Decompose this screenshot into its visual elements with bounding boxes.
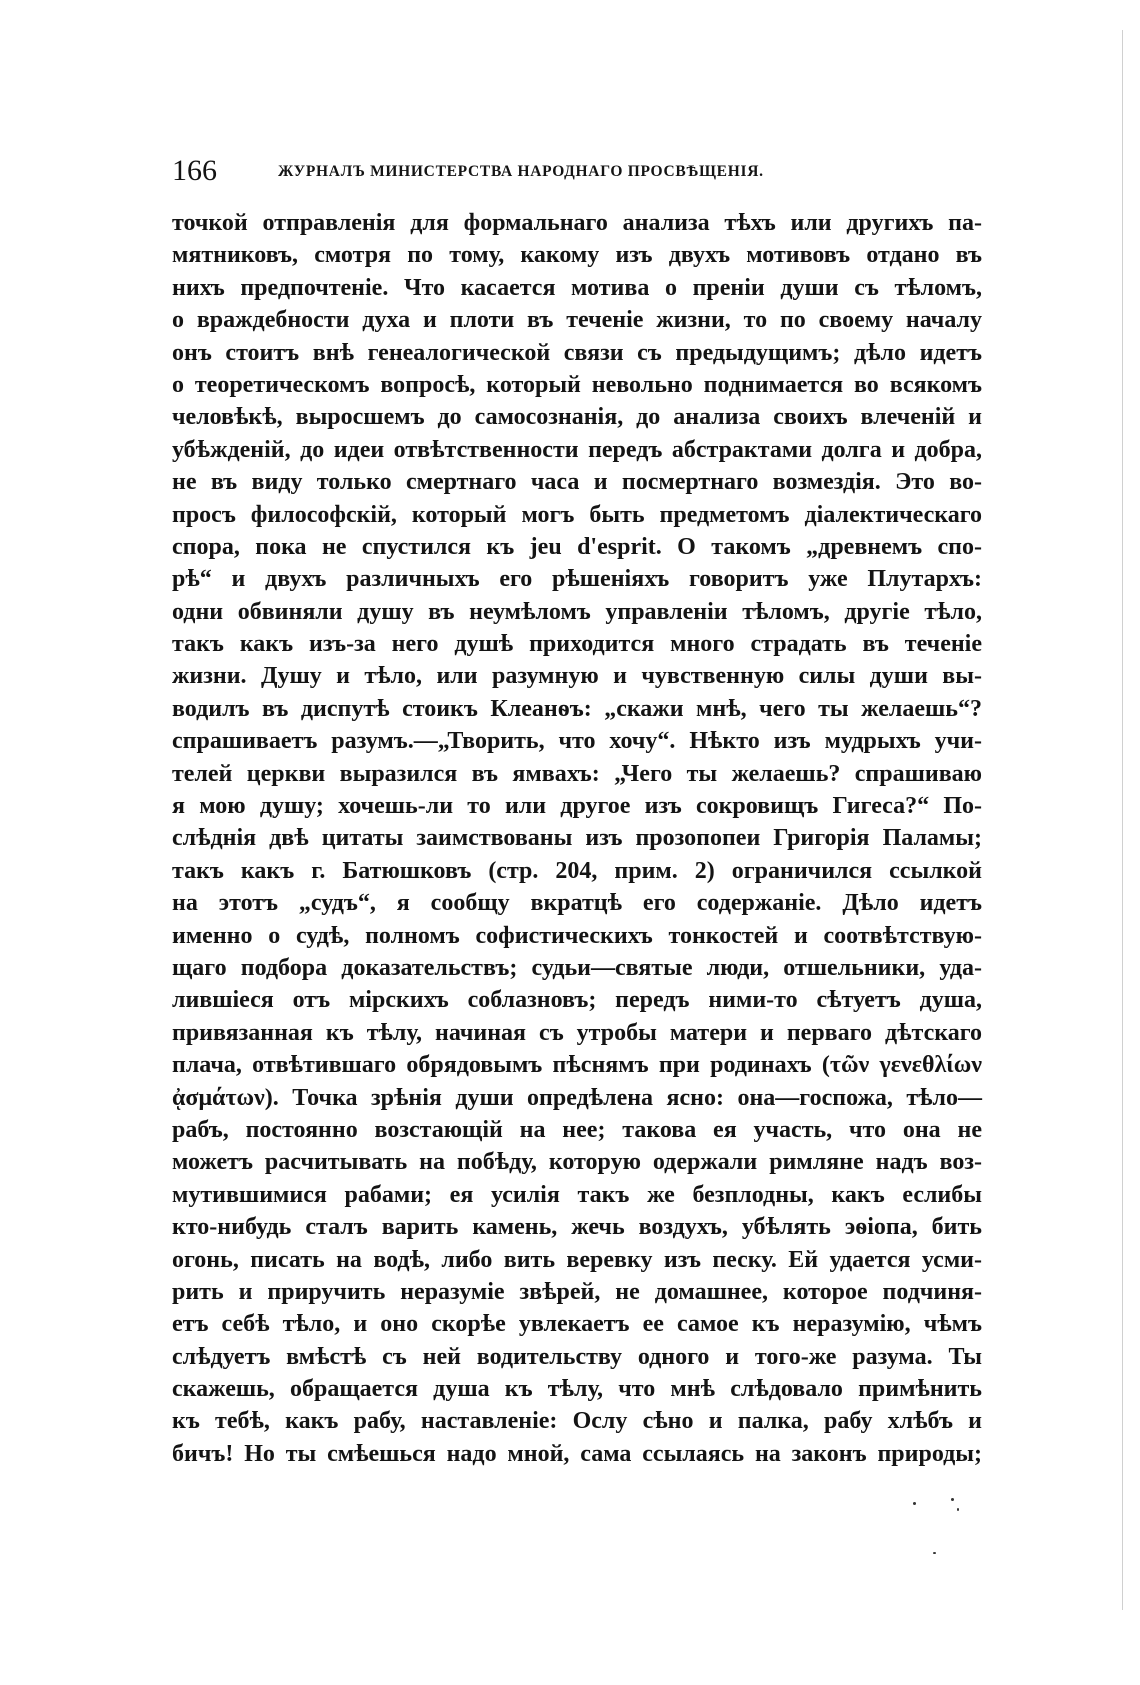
text-line: такъ какъ г. Батюшковъ (стр. 204, прим. 2) ограничился ссылкой [172,857,982,884]
text-line: одни обвиняли душу въ неумѣломъ управленіи тѣломъ, другіе тѣло, [172,598,982,625]
text-line: спрашиваетъ разумъ.—„Творить, что хочу“. Нѣкто изъ мудрыхъ учи- [172,728,982,755]
text-line: нихъ предпочтеніе. Что касается мотива о преніи души съ тѣломъ, [172,274,982,301]
scan-speck [957,1508,959,1511]
text-line: лившіеся отъ мірскихъ соблазновъ; передъ ними-то сѣтуетъ душа, [172,987,982,1014]
text-line: на этотъ „судъ“, я сообщу вкратцѣ его содержаніе. Дѣло идетъ [172,890,982,917]
text-line: о враждебности духа и плоти въ теченіе жизни, то по своему началу [172,307,982,334]
text-line: кто-нибудь сталъ варить камень, жечь воздухъ, убѣлять эѳіопа, бить [172,1214,982,1241]
scan-speck [951,1498,954,1501]
text-line: скажешь, обращается душа къ тѣлу, что мнѣ слѣдовало примѣнить [172,1376,982,1403]
text-line: убѣжденій, до идеи отвѣтственности передъ абстрактами долга и добра, [172,436,982,463]
scan-speck [913,1502,916,1505]
text-line: плача, отвѣтившаго обрядовымъ пѣснямъ при родинахъ (τῶν γενεθλίων [172,1052,982,1079]
text-line: слѣднія двѣ цитаты заимствованы изъ прозопопеи Григорія Паламы; [172,825,982,852]
scan-specks [905,1496,985,1576]
text-line: именно о судѣ, полномъ софистическихъ тонкостей и соотвѣтствую- [172,922,982,949]
text-line: слѣдуетъ вмѣстѣ съ ней водительству одного и того-же разума. Ты [172,1343,982,1370]
text-line: рабъ, постоянно возстающій на нее; такова ея участь, что она не [172,1116,982,1143]
text-line: просъ философскій, который могъ быть предметомъ діалектическаго [172,501,982,528]
text-line: мутившимися рабами; ея усилія такъ же безплодны, какъ еслибы [172,1181,982,1208]
text-line: рѣ“ и двухъ различныхъ его рѣшеніяхъ говоритъ уже Плутархъ: [172,566,982,593]
scan-speck [933,1552,936,1554]
text-line: водилъ въ диспутѣ стоикъ Клеанѳъ: „скажи мнѣ, чего ты желаешь“? [172,695,982,722]
text-line: точкой отправленія для формальнаго анализа тѣхъ или другихъ па- [172,210,982,236]
page-number: 166 [172,154,217,187]
text-line: не въ виду только смертнаго часа и посмертнаго возмездія. Это во- [172,469,982,496]
text-line: привязанная къ тѣлу, начиная съ утробы матери и перваго дѣтскаго [172,1019,982,1046]
text-line: огонь, писать на водѣ, либо вить веревку изъ песку. Ей удается усми- [172,1246,982,1273]
page-header [172,153,902,189]
text-line: щаго подбора доказательствъ; судьи—святые люди, отшельники, уда- [172,954,982,981]
text-line: телей церкви выразился въ ямвахъ: „Чего ты желаешь? спрашиваю [172,760,982,787]
text-line: ᾀσμάτων). Точка зрѣнія души опредѣлена ясно: она—госпожа, тѣло— [172,1084,982,1111]
text-line: я мою душу; хочешь-ли то или другое изъ сокровищъ Гигеса?“ По- [172,793,982,820]
running-head: ЖУРНАЛЪ МИНИСТЕРСТВА НАРОДНАГО ПРОСВѢЩЕНІЯ. [278,163,764,180]
text-line: человѣкѣ, выросшемъ до самосознанія, до анализа своихъ влеченій и [172,404,982,431]
page-edge-line [1122,30,1123,1610]
text-line: къ тебѣ, какъ рабу, наставленіе: Ослу сѣно и палка, рабу хлѣбъ и [172,1408,982,1435]
text-line: мятниковъ, смотря по тому, какому изъ двухъ мотивовъ отдано въ [172,242,982,269]
text-line: спора, пока не спустился къ jeu d'esprit. О такомъ „древнемъ спо- [172,533,982,560]
text-line: бичъ! Но ты смѣешься надо мной, сама ссылаясь на законъ природы; [172,1440,982,1467]
text-line: онъ стоитъ внѣ генеалогической связи съ предыдущимъ; дѣло идетъ [172,339,982,366]
text-line: жизни. Душу и тѣло, или разумную и чувственную силы души вы- [172,663,982,690]
body-text [172,207,982,1470]
text-line: етъ себѣ тѣло, и оно скорѣе увлекаетъ ее самое къ неразумію, чѣмъ [172,1311,982,1338]
text-line: можетъ расчитывать на побѣду, которую одержали римляне надъ воз- [172,1149,982,1176]
text-line: о теоретическомъ вопросѣ, который невольно поднимается во всякомъ [172,371,982,398]
text-line: такъ какъ изъ-за него душѣ приходится много страдать въ теченіе [172,631,982,658]
text-line: рить и приручить неразуміе звѣрей, не домашнее, которое подчиня- [172,1278,982,1305]
